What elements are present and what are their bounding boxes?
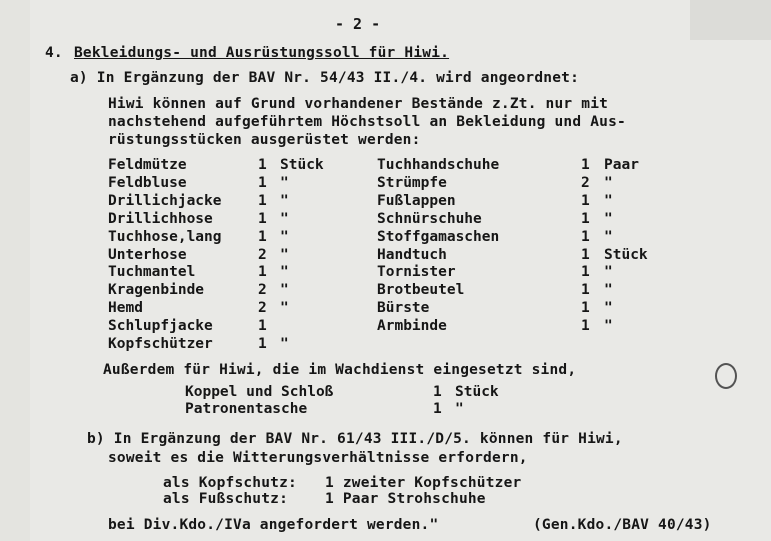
item-name: Schnürschuhe [377, 210, 482, 227]
item-unit: " [280, 336, 289, 352]
part-a-body-line: nachstehend aufgeführtem Höchstsoll an Bekleidung und Aus- [108, 114, 626, 130]
item-unit: " [604, 264, 613, 281]
item-unit: " [604, 192, 613, 209]
item-quantity: 1 [581, 228, 590, 245]
item-name: Fußlappen [377, 192, 456, 209]
item-name: Hemd [108, 300, 143, 317]
item-unit: " [604, 210, 613, 227]
item-quantity: 1 [581, 210, 590, 227]
item-name: Brotbeutel [377, 282, 465, 299]
item-quantity: 1 [258, 192, 267, 209]
item-quantity: 1 [433, 401, 442, 417]
item-name: Bürste [377, 300, 430, 317]
item-quantity: 1 [581, 192, 590, 209]
item-name: Drillichhose [108, 210, 213, 227]
item-quantity: 1 [258, 264, 267, 281]
item-name: Tuchhose,lang [108, 228, 222, 245]
item-unit: " [604, 282, 613, 299]
item-quantity: 1 [581, 246, 590, 263]
part-b-intro-line: b) In Ergänzung der BAV Nr. 61/43 III./D/5. können für Hiwi, [87, 431, 623, 447]
item-quantity: 2 [581, 174, 590, 191]
part-b-label: als Fußschutz: [163, 491, 289, 507]
item-quantity: 1 [581, 318, 590, 335]
item-quantity: 1 [581, 157, 590, 173]
item-quantity: 1 [258, 336, 267, 352]
item-name: Tuchhandschuhe [377, 157, 500, 173]
item-name: Feldbluse [108, 174, 187, 191]
item-name: Kopfschützer [108, 336, 213, 352]
item-quantity: 1 [433, 384, 442, 400]
item-unit: " [280, 210, 289, 227]
item-name: Stoffgamaschen [377, 228, 500, 245]
item-name: Tornister [377, 264, 456, 281]
item-unit: " [280, 282, 289, 299]
closing-line: bei Div.Kdo./IVa angefordert werden." [108, 517, 439, 533]
item-quantity: 1 [258, 228, 267, 245]
item-unit: " [280, 192, 289, 209]
item-quantity: 2 [258, 282, 267, 299]
paper-stain [0, 0, 30, 541]
item-unit: " [604, 174, 613, 191]
item-name: Drillichjacke [108, 192, 222, 209]
item-name: Strümpfe [377, 174, 447, 191]
item-quantity: 2 [258, 246, 267, 263]
item-unit: " [280, 174, 289, 191]
item-quantity: 1 [581, 300, 590, 317]
item-name: Armbinde [377, 318, 447, 335]
item-unit: Paar [604, 157, 639, 173]
item-quantity: 1 [258, 157, 267, 173]
item-quantity: 1 [258, 318, 267, 335]
part-a-body-line: rüstungsstücken ausgerüstet werden: [108, 132, 421, 148]
paper-stain [690, 0, 771, 40]
document-reference: (Gen.Kdo./BAV 40/43) [533, 517, 712, 533]
item-quantity: 1 [581, 264, 590, 281]
item-name: Koppel und Schloß [185, 384, 334, 400]
item-unit: " [280, 300, 289, 317]
item-quantity: 2 [258, 300, 267, 317]
part-b-intro-line: soweit es die Witterungsverhältnisse erfordern, [108, 450, 528, 466]
wachdienst-line: Außerdem für Hiwi, die im Wachdienst eingesetzt sind, [103, 362, 577, 378]
item-unit: " [455, 401, 464, 417]
item-name: Schlupfjacke [108, 318, 213, 335]
item-name: Unterhose [108, 246, 187, 263]
item-unit: " [604, 300, 613, 317]
item-quantity: 1 [258, 174, 267, 191]
item-unit: " [604, 318, 613, 335]
item-unit: Stück [604, 246, 648, 263]
part-b-label: als Kopfschutz: [163, 475, 297, 491]
item-name: Patronentasche [185, 401, 308, 417]
item-unit: " [604, 228, 613, 245]
part-b-value: 1 zweiter Kopfschützer [325, 475, 522, 491]
part-a-body-line: Hiwi können auf Grund vorhandener Bestände z.Zt. nur mit [108, 96, 609, 112]
item-name: Handtuch [377, 246, 447, 263]
item-name: Tuchmantel [108, 264, 196, 281]
item-name: Feldmütze [108, 157, 187, 173]
section-title: Bekleidungs- und Ausrüstungssoll für Hiwi. [74, 45, 450, 61]
item-unit: " [280, 246, 289, 263]
item-quantity: 1 [258, 210, 267, 227]
item-unit: " [280, 264, 289, 281]
item-name: Kragenbinde [108, 282, 205, 299]
margin-circle-mark [715, 363, 737, 389]
item-unit: " [280, 228, 289, 245]
item-unit: Stück [280, 157, 324, 173]
item-quantity: 1 [581, 282, 590, 299]
page-number: - 2 - [335, 15, 381, 33]
part-b-value: 1 Paar Strohschuhe [325, 491, 486, 507]
part-a-intro: a) In Ergänzung der BAV Nr. 54/43 II./4. wird angeordnet: [70, 70, 579, 86]
section-number: 4. [45, 45, 63, 61]
item-unit: Stück [455, 384, 499, 400]
